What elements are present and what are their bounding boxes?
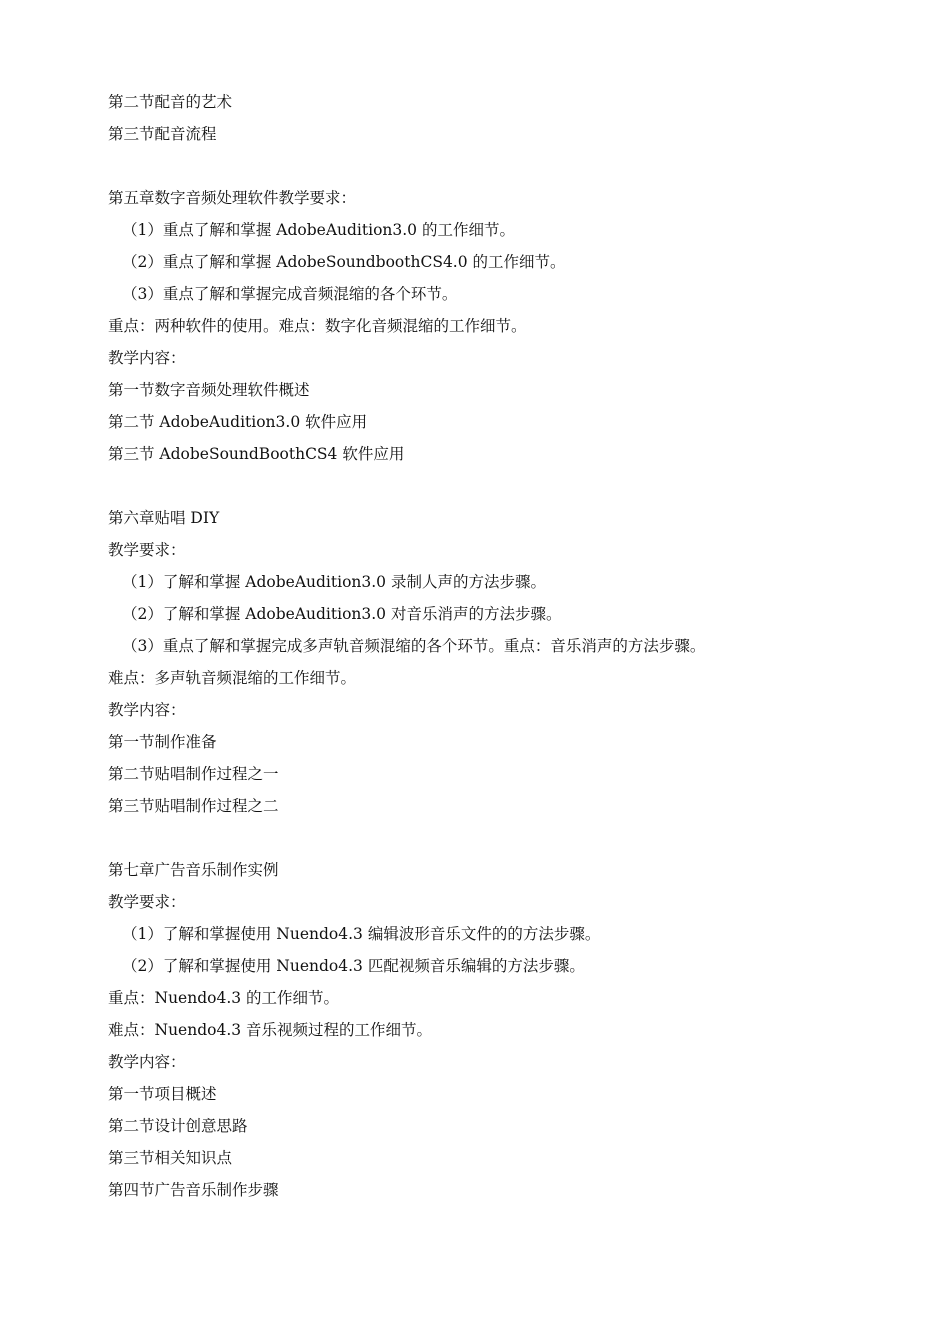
requirement-item: （2）了解和掌握使用 Nuendo4.3 匹配视频音乐编辑的方法步骤。	[122, 957, 585, 975]
difficulty-points: 难点：多声轨音频混缩的工作细节。	[108, 669, 357, 687]
content-label: 教学内容：	[108, 1053, 186, 1071]
requirement-label: 教学要求：	[108, 893, 186, 911]
section-heading: 第一节数字音频处理软件概述	[108, 381, 310, 399]
section-heading: 第二节配音的艺术	[108, 93, 233, 111]
section-heading: 第二节设计创意思路	[108, 1117, 248, 1135]
requirement-item: （2）了解和掌握 AdobeAudition3.0 对音乐消声的方法步骤。	[122, 605, 562, 623]
difficulty-points: 难点：Nuendo4.3 音乐视频过程的工作细节。	[108, 1021, 433, 1039]
paragraph-gap	[108, 470, 868, 502]
key-points: 重点：两种软件的使用。难点：数字化音频混缩的工作细节。	[108, 317, 527, 335]
section-heading: 第三节 AdobeSoundBoothCS4 软件应用	[108, 445, 405, 463]
chapter-title: 第五章数字音频处理软件教学要求：	[108, 189, 357, 207]
paragraph-gap	[108, 150, 868, 182]
content-label: 教学内容：	[108, 701, 186, 719]
section-heading: 第三节配音流程	[108, 125, 217, 143]
chapter-title: 第六章贴唱 DIY	[108, 509, 220, 527]
requirement-item: （1）了解和掌握 AdobeAudition3.0 录制人声的方法步骤。	[122, 573, 546, 591]
section-heading: 第三节相关知识点	[108, 1149, 233, 1167]
section-heading: 第一节制作准备	[108, 733, 217, 751]
section-heading: 第四节广告音乐制作步骤	[108, 1181, 279, 1199]
requirement-label: 教学要求：	[108, 541, 186, 559]
requirement-item: （1）了解和掌握使用 Nuendo4.3 编辑波形音乐文件的的方法步骤。	[122, 925, 601, 943]
requirement-item: （1）重点了解和掌握 AdobeAudition3.0 的工作细节。	[122, 221, 515, 239]
chapter-title: 第七章广告音乐制作实例	[108, 861, 279, 879]
requirement-item: （3）重点了解和掌握完成音频混缩的各个环节。	[122, 285, 458, 303]
section-heading: 第二节贴唱制作过程之一	[108, 765, 279, 783]
section-heading: 第三节贴唱制作过程之二	[108, 797, 279, 815]
section-heading: 第二节 AdobeAudition3.0 软件应用	[108, 413, 368, 431]
document-page	[108, 86, 868, 1206]
section-heading: 第一节项目概述	[108, 1085, 217, 1103]
requirement-item: （2）重点了解和掌握 AdobeSoundboothCS4.0 的工作细节。	[122, 253, 566, 271]
content-label: 教学内容：	[108, 349, 186, 367]
requirement-item: （3）重点了解和掌握完成多声轨音频混缩的各个环节。重点：音乐消声的方法步骤。	[122, 637, 706, 655]
key-points: 重点：Nuendo4.3 的工作细节。	[108, 989, 340, 1007]
paragraph-gap	[108, 822, 868, 854]
